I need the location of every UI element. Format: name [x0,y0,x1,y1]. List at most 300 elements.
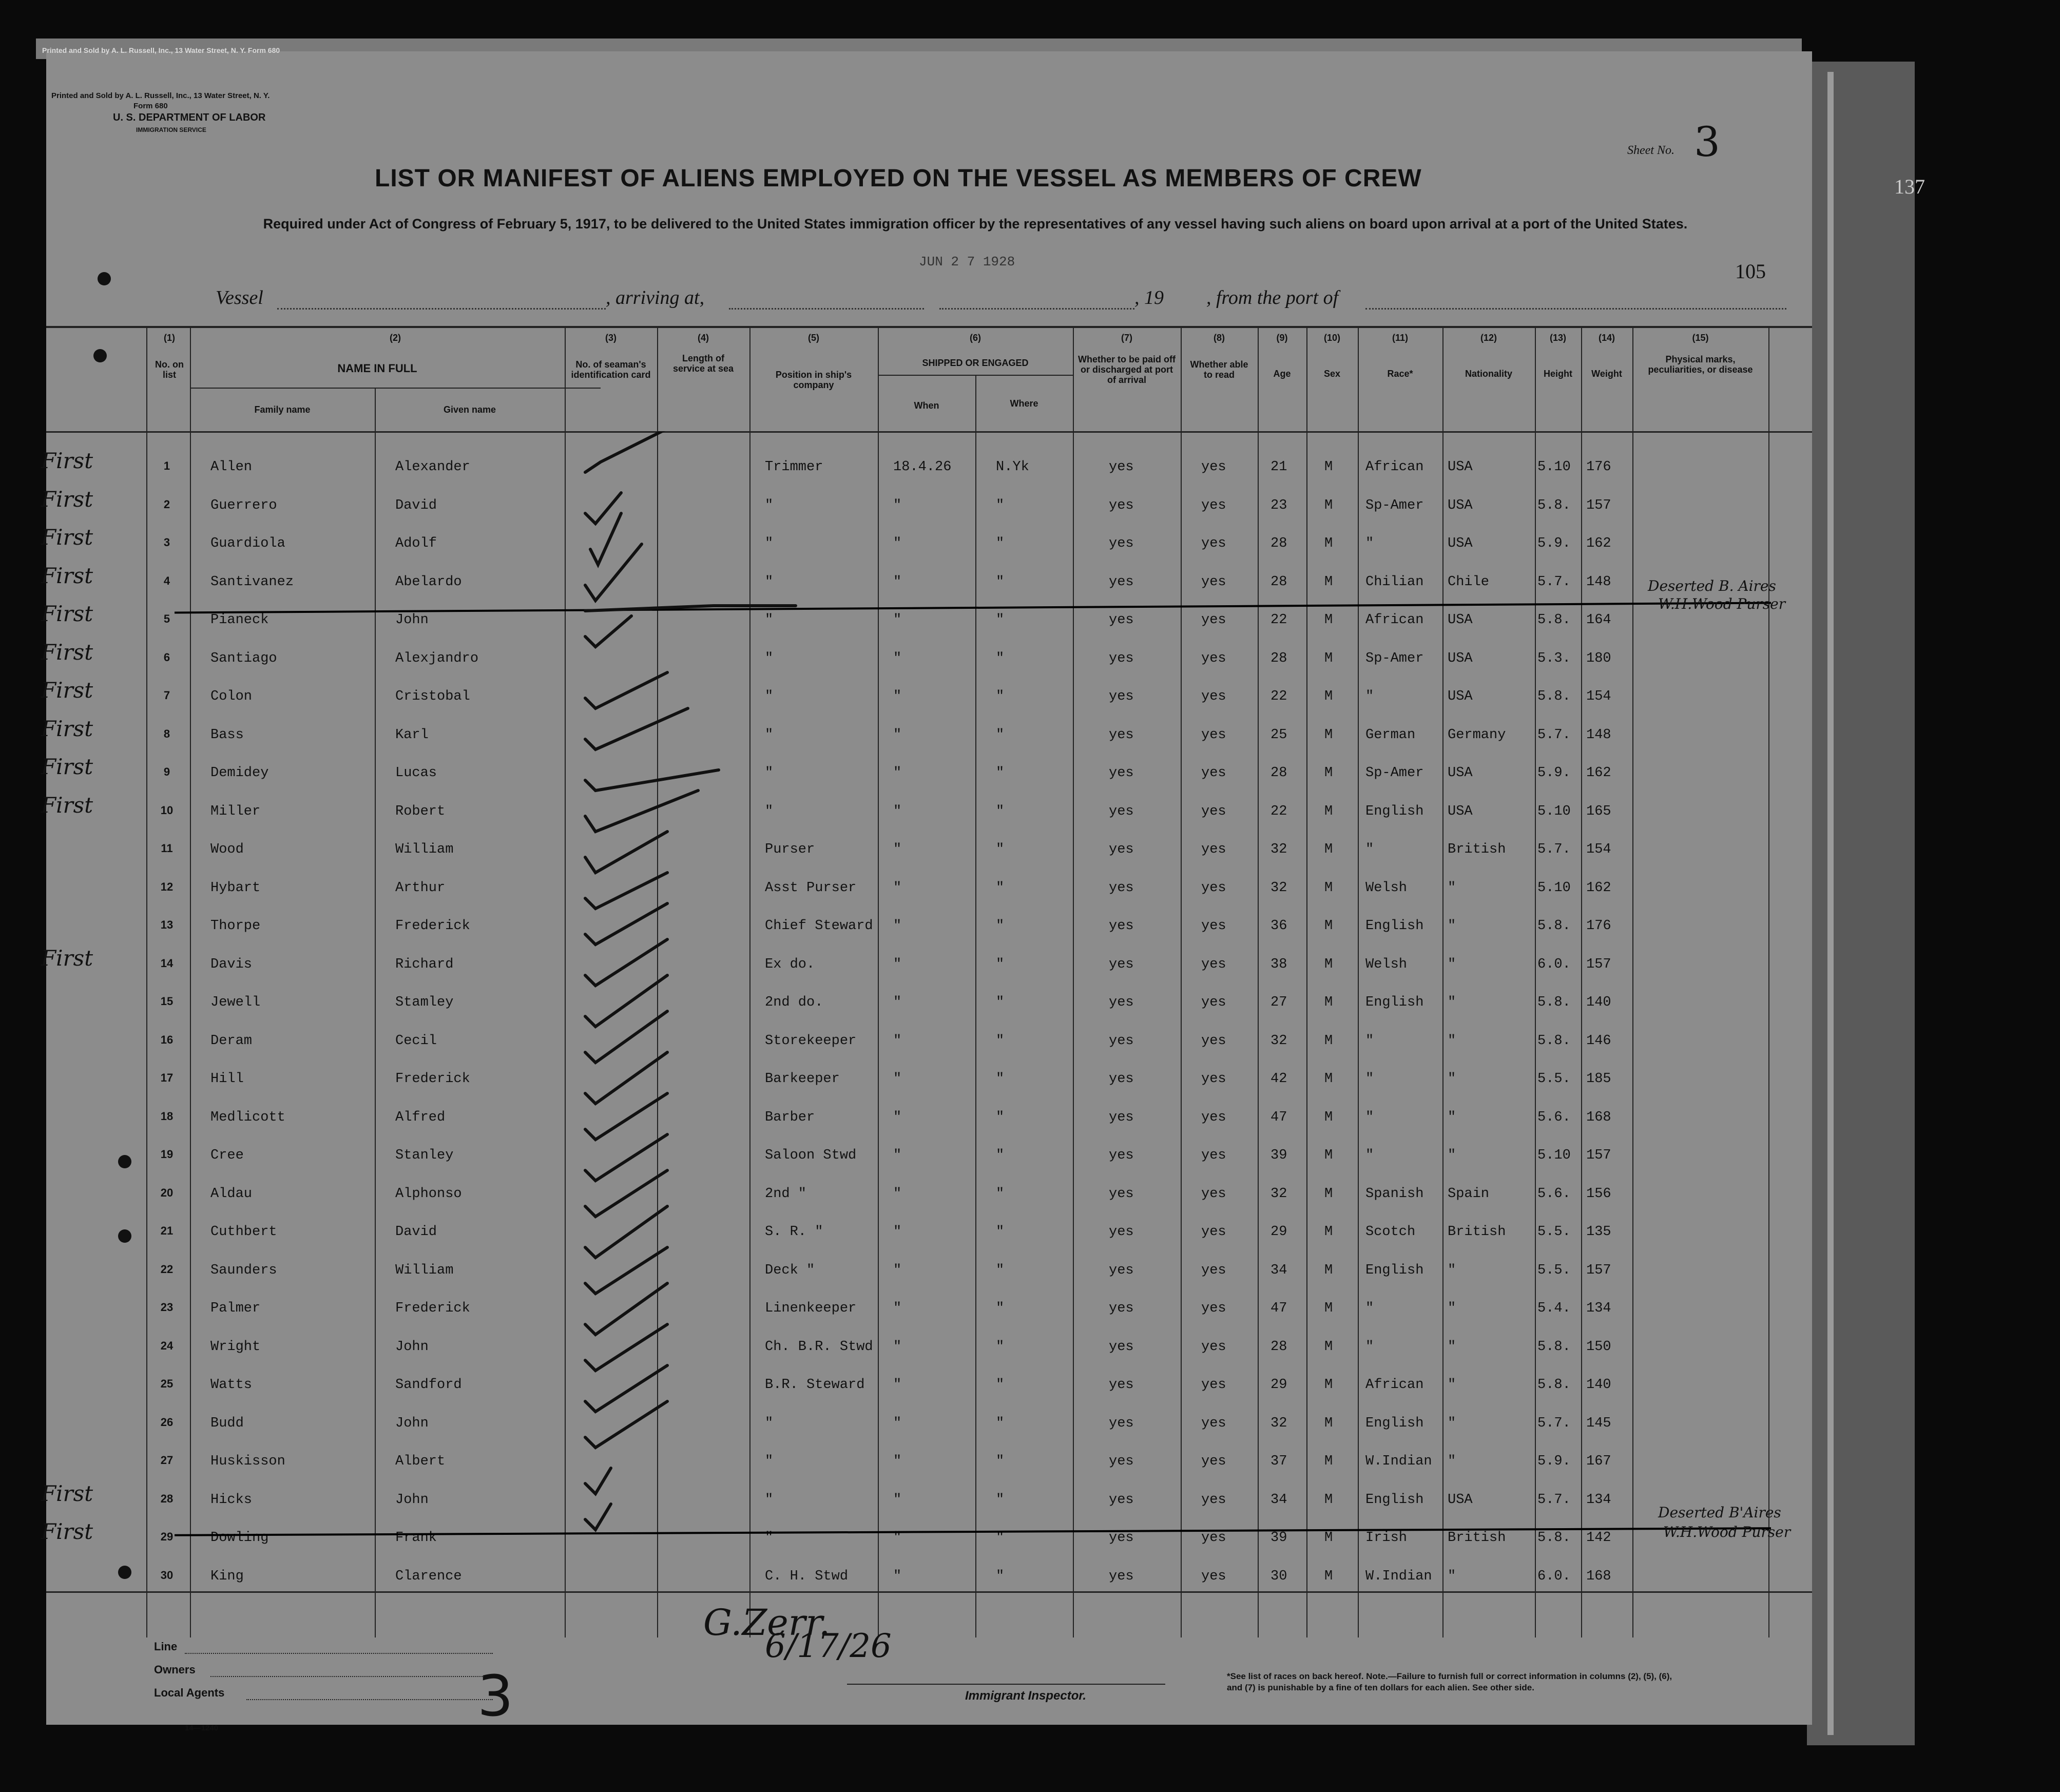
nationality: " [1448,1454,1456,1469]
able-to-read: yes [1201,880,1226,896]
age: 39 [1270,1148,1287,1163]
able-to-read: yes [1201,1492,1226,1508]
given-name: William [395,842,454,857]
shipped-when: " [893,689,902,704]
able-to-read: yes [1201,1568,1226,1584]
handwritten-checkmarks [565,431,924,1591]
row-number: 3 [163,536,170,549]
shipped-where: " [996,1377,1005,1393]
position: Linenkeeper [765,1301,857,1316]
given-name: Lucas [395,765,437,781]
paid-off: yes [1109,1301,1134,1316]
age: 27 [1270,995,1287,1010]
given-name: Alexander [395,459,470,475]
col-number: (12) [1480,333,1497,343]
shipped-where: " [996,803,1005,819]
page-title: LIST OR MANIFEST OF ALIENS EMPLOYED ON THE VESSEL AS MEMBERS OF CREW [375,165,1422,192]
age: 32 [1270,1415,1287,1431]
weight: 154 [1586,689,1611,704]
vessel-label: Vessel [216,287,263,309]
height: 5.7. [1537,1492,1571,1508]
binder-hole [118,1566,131,1579]
race: African [1365,1377,1424,1393]
height: 5.8. [1537,1530,1571,1546]
sheet-no-label: Sheet No. [1627,144,1674,157]
given-name: David [395,1224,437,1240]
height: 5.8. [1537,918,1571,934]
position: Barkeeper [765,1071,840,1087]
row-number: 14 [160,956,174,970]
row-number: 22 [160,1262,174,1276]
family-name: Hicks [210,1492,253,1508]
given-name: Karl [395,727,429,743]
nationality: " [1448,1148,1456,1163]
paid-off: yes [1109,956,1134,972]
col-number: (4) [698,333,709,343]
row-number: 10 [160,803,174,817]
family-name: Palmer [210,1301,261,1316]
sex: M [1324,1186,1333,1202]
given-name: Sandford [395,1377,462,1393]
row-number: 24 [160,1339,174,1352]
family-name: Watts [210,1377,253,1393]
position: " [765,765,774,781]
position: Deck " [765,1262,815,1278]
able-to-read: yes [1201,1454,1226,1469]
able-to-read: yes [1201,497,1226,513]
height: 5.8. [1537,995,1571,1010]
position: " [765,612,774,628]
nationality: British [1448,1224,1506,1240]
given-name: Frederick [395,918,470,934]
margin-note-first: First [41,448,93,473]
race: Scotch [1365,1224,1416,1240]
row-number: 18 [160,1109,174,1123]
race: English [1365,1492,1424,1508]
shipped-where: " [996,995,1005,1010]
race: English [1365,803,1424,819]
nationality: USA [1448,689,1473,704]
shipped-when: " [893,497,902,513]
position: Saloon Stwd [765,1148,857,1163]
nationality: USA [1448,536,1473,551]
nationality: USA [1448,803,1473,819]
col-header-able-to-read: Whether able to read [1190,359,1248,380]
row-number: 21 [160,1224,174,1237]
given-name: David [395,497,437,513]
shipped-when: " [893,536,902,551]
col-divider [1181,326,1182,1637]
position: 2nd do. [765,995,823,1010]
position: " [765,574,774,590]
able-to-read: yes [1201,918,1226,934]
position: " [765,536,774,551]
given-name: Alphonso [395,1186,462,1202]
paid-off: yes [1109,1339,1134,1355]
shipped-where: " [996,918,1005,934]
position: Ex do. [765,956,815,972]
position: " [765,497,774,513]
sex: M [1324,1492,1333,1508]
able-to-read: yes [1201,459,1226,475]
nationality: USA [1448,1492,1473,1508]
family-name: Wood [210,842,244,857]
family-name: Guerrero [210,497,277,513]
sex: M [1324,1301,1333,1316]
age: 42 [1270,1071,1287,1087]
race: W.Indian [1365,1454,1432,1469]
weight: 146 [1586,1033,1611,1049]
strikethrough-row-6 [175,602,1771,614]
shipped-where: " [996,765,1005,781]
local-agents-field [246,1699,493,1700]
table-bottom-border [46,1591,1812,1593]
col-divider [190,326,191,1637]
position: Asst Purser [765,880,857,896]
able-to-read: yes [1201,995,1226,1010]
paid-off: yes [1109,880,1134,896]
family-name: Budd [210,1415,244,1431]
paid-off: yes [1109,689,1134,704]
col-number: (8) [1214,333,1225,343]
col-header-name: NAME IN FULL [337,362,417,375]
position: Purser [765,842,815,857]
sex: M [1324,497,1333,513]
family-name: Thorpe [210,918,261,934]
able-to-read: yes [1201,1071,1226,1087]
date-stamp: JUN 2 7 1928 [919,254,1015,269]
race: German [1365,727,1416,743]
weight: 134 [1586,1492,1611,1508]
binder-hole [118,1155,131,1168]
date-field-line [939,308,1134,310]
nationality: USA [1448,765,1473,781]
nationality: " [1448,1377,1456,1393]
able-to-read: yes [1201,803,1226,819]
col-number: (7) [1121,333,1132,343]
port-label: , from the port of [1206,287,1339,309]
height: 5.5. [1537,1071,1571,1087]
position: " [765,650,774,666]
background-sheet-right [1807,62,1915,1745]
given-name: Stamley [395,995,454,1010]
col-divider [1581,326,1582,1637]
sex: M [1324,1339,1333,1355]
printer-credit: Printed and Sold by A. L. Russell, Inc., 13 Water Street, N. Y. [51,91,270,100]
position: 2nd " [765,1186,807,1202]
family-name: Hill [210,1071,244,1087]
able-to-read: yes [1201,1530,1226,1546]
row-number: 8 [163,727,170,740]
margin-note-first: First [41,945,93,971]
page-number: 105 [1735,260,1766,283]
position: B.R. Steward [765,1377,865,1393]
nationality: " [1448,1071,1456,1087]
shipped-where: " [996,1415,1005,1431]
paid-off: yes [1109,1148,1134,1163]
shipped-where: " [996,880,1005,896]
weight: 167 [1586,1454,1611,1469]
height: 5.9. [1537,536,1571,551]
row-number: 1 [163,459,170,472]
nationality: Germany [1448,727,1506,743]
weight: 162 [1586,880,1611,896]
shipped-when: " [893,612,902,628]
line-label: Line [154,1640,178,1653]
family-name: Huskisson [210,1454,285,1469]
nationality: USA [1448,612,1473,628]
family-name: Allen [210,459,253,475]
nationality: USA [1448,459,1473,475]
age: 47 [1270,1301,1287,1316]
shipped-where: " [996,1301,1005,1316]
age: 22 [1270,612,1287,628]
age: 32 [1270,842,1287,857]
row-number: 2 [163,497,170,511]
able-to-read: yes [1201,1033,1226,1049]
able-to-read: yes [1201,1301,1226,1316]
paid-off: yes [1109,1071,1134,1087]
page-subtitle: Required under Act of Congress of February 5, 1917, to be delivered to the United States immigration officer by the representatives of any vessel having such aliens on board upon arrival at a port of the United States. [263,216,1688,232]
col-number: (10) [1323,333,1340,343]
race: Chilian [1365,574,1424,590]
age: 28 [1270,574,1287,590]
remark-row-6-line-2: W.H.Wood Purser [1658,595,1786,612]
manifest-sheet [41,46,1812,1732]
height: 5.3. [1537,650,1571,666]
col-divider [1073,326,1074,1637]
sex: M [1324,918,1333,934]
col-header-race: Race* [1387,369,1413,379]
given-name: William [395,1262,454,1278]
shipped-where: " [996,1224,1005,1240]
weight: 157 [1586,1148,1611,1163]
weight: 180 [1586,650,1611,666]
nationality: " [1448,1339,1456,1355]
margin-note-first: First [41,754,93,779]
margin-note-first: First [41,639,93,665]
age: 29 [1270,1224,1287,1240]
form-code: 14—1240 [185,1724,219,1732]
height: 5.7. [1537,1415,1571,1431]
shipped-where: " [996,1530,1005,1546]
col-header-where: Where [1010,398,1038,409]
row-number: 16 [160,1033,174,1046]
race: Irish [1365,1530,1408,1546]
form-number: Form 680 [133,102,168,110]
col-divider [1258,326,1259,1637]
able-to-read: yes [1201,1262,1226,1278]
row-number: 5 [163,612,170,625]
height: 5.9. [1537,1454,1571,1469]
given-name: John [395,1339,429,1355]
remark-row-6-line-1: Deserted B. Aires [1648,577,1776,594]
nationality: " [1448,995,1456,1010]
nationality: Spain [1448,1186,1490,1202]
row-number: 26 [160,1415,174,1429]
col-header-height: Height [1544,369,1572,379]
row-number: 29 [160,1530,174,1543]
race: " [1365,1033,1374,1049]
shipped-when: " [893,1109,902,1125]
race: Welsh [1365,956,1408,972]
paid-off: yes [1109,612,1134,628]
given-name: Cecil [395,1033,437,1049]
margin-note-first: First [41,525,93,550]
paid-off: yes [1109,995,1134,1010]
col-divider [1768,326,1769,1637]
given-name: John [395,1415,429,1431]
paid-off: yes [1109,1186,1134,1202]
col-header-id-card: No. of seaman's identification card [571,359,651,380]
able-to-read: yes [1201,689,1226,704]
family-name: Pianeck [210,612,269,628]
service-name: IMMIGRATION SERVICE [136,126,206,133]
age: 25 [1270,727,1287,743]
row-number: 4 [163,574,170,587]
paid-off: yes [1109,1454,1134,1469]
position: " [765,1530,774,1546]
weight: 157 [1586,497,1611,513]
family-name: Jewell [210,995,261,1010]
shipped-when: " [893,1454,902,1469]
paid-off: yes [1109,727,1134,743]
col-header-family-name: Family name [254,404,311,415]
position: Ch. B.R. Stwd [765,1339,873,1355]
position: " [765,1415,774,1431]
sex: M [1324,880,1333,896]
row-number: 19 [160,1148,174,1161]
weight: 176 [1586,459,1611,475]
shipped-when: " [893,995,902,1010]
given-name: John [395,612,429,628]
age: 21 [1270,459,1287,475]
family-name: Medlicott [210,1109,285,1125]
shipped-when: " [893,1262,902,1278]
row-number: 6 [163,650,170,664]
race: English [1365,1262,1424,1278]
age: 39 [1270,1530,1287,1546]
shipped-when: " [893,842,902,857]
able-to-read: yes [1201,956,1226,972]
paid-off: yes [1109,574,1134,590]
printer-credit-top: Printed and Sold by A. L. Russell, Inc., 13 Water Street, N. Y. Form 680 [42,46,280,54]
sex: M [1324,727,1333,743]
given-name: Richard [395,956,454,972]
col-divider [1442,326,1443,1637]
shipped-when: " [893,803,902,819]
shipped-where: " [996,536,1005,551]
shipped-where: " [996,956,1005,972]
given-name: Stanley [395,1148,454,1163]
sex: M [1324,1568,1333,1584]
row-number: 28 [160,1492,174,1505]
paid-off: yes [1109,459,1134,475]
shipped-when: " [893,1071,902,1087]
row-number: 7 [163,689,170,702]
race: Sp-Amer [1365,765,1424,781]
weight: 165 [1586,803,1611,819]
able-to-read: yes [1201,1148,1226,1163]
nationality: " [1448,1033,1456,1049]
family-name: Cree [210,1148,244,1163]
margin-note-first: First [41,678,93,703]
nationality: " [1448,1415,1456,1431]
given-name: Alexjandro [395,650,479,666]
paid-off: yes [1109,1377,1134,1393]
inspector-signature: G.Zerr. [703,1602,831,1644]
margin-note-first: First [41,1480,93,1506]
height: 5.7. [1537,842,1571,857]
handwritten-sheet-number: 3 [477,1663,513,1729]
race: " [1365,1301,1374,1316]
height: 6.0. [1537,956,1571,972]
paid-off: yes [1109,1224,1134,1240]
shipped-where: " [996,650,1005,666]
col-header-sex: Sex [1323,369,1341,379]
nationality: British [1448,842,1506,857]
position: Barber [765,1109,815,1125]
col-divider [975,375,976,1637]
nationality: USA [1448,497,1473,513]
col-header-paid-off: Whether to be paid off or discharged at port of arrival [1078,354,1176,385]
shipped-where: " [996,1071,1005,1087]
col-header-length-service: Length of service at sea [672,353,734,374]
shipped-where: " [996,1262,1005,1278]
able-to-read: yes [1201,1109,1226,1125]
outer-page-number: 137 [1894,175,1925,198]
weight: 145 [1586,1415,1611,1431]
row-number: 11 [161,842,173,855]
able-to-read: yes [1201,1415,1226,1431]
paid-off: yes [1109,1568,1134,1584]
age: 32 [1270,880,1287,896]
family-name: Wright [210,1339,261,1355]
col-header-when: When [914,400,939,411]
weight: 162 [1586,536,1611,551]
signature-line [847,1684,1165,1685]
weight: 185 [1586,1071,1611,1087]
able-to-read: yes [1201,536,1226,551]
shipped-when: " [893,574,902,590]
weight: 134 [1586,1301,1611,1316]
race: African [1365,612,1424,628]
height: 5.10 [1537,459,1571,475]
age: 34 [1270,1492,1287,1508]
shipped-where: " [996,727,1005,743]
weight: 142 [1586,1530,1611,1546]
height: 5.9. [1537,765,1571,781]
sex: M [1324,1224,1333,1240]
able-to-read: yes [1201,574,1226,590]
table-top-border [46,326,1812,328]
nationality: " [1448,1109,1456,1125]
sex: M [1324,459,1333,475]
able-to-read: yes [1201,727,1226,743]
shipped-when: " [893,880,902,896]
race: African [1365,459,1424,475]
race: " [1365,536,1374,551]
race: W.Indian [1365,1568,1432,1584]
weight: 148 [1586,727,1611,743]
shipped-where: " [996,1339,1005,1355]
shipped-when: " [893,918,902,934]
race: " [1365,1148,1374,1163]
paid-off: yes [1109,1262,1134,1278]
shipped-when: " [893,1530,902,1546]
paid-off: yes [1109,1530,1134,1546]
shipped-where: " [996,1568,1005,1584]
